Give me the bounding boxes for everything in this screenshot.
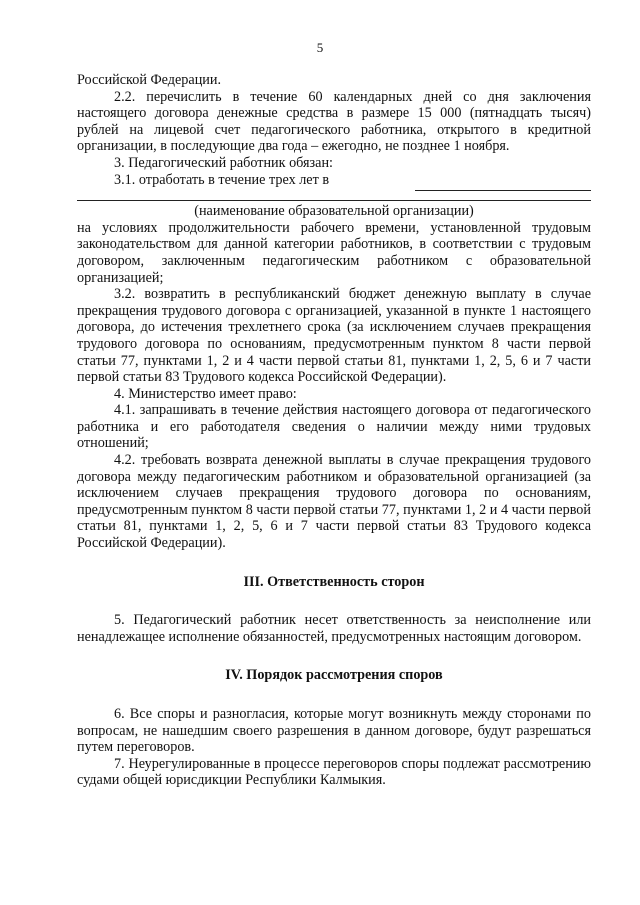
section-heading-disputes: IV. Порядок рассмотрения споров [225,667,443,684]
paragraph-continuation: на условиях продолжительности рабочего времени, установленной трудовым законодательством для данной категории работников, в соответствии с трудовым договором, заключенным педагогическим работником с образовательной организацией; [77,219,591,286]
paragraph-3-2: 3.2. возвратить в республиканский бюджет денежную выплату в случае прекращения трудового договора с организацией, указанной в пункте 1 настоящего договора, до истечения трехлетнего срока (за исключением случаев прекращения трудового договора по основаниям, предусмотренным пунктом 8 части первой статьи 77, пунктами 1, 2 и 4 части первой статьи 81, пунктами 1, 2, 5, 6 и 7 части первой статьи 83 Трудового кодекса Российской Федерации). [77,286,591,386]
paragraph-3: 3. Педагогический работник обязан: [114,154,333,171]
paragraph-4-1: 4.1. запрашивать в течение действия настоящего договора от педагогического работника и его работодателя сведения о наличии между ними трудовых отношений; [77,402,591,452]
blank-line [77,200,591,201]
paragraph-2-2: 2.2. перечислить в течение 60 календарных дней со дня заключения настоящего договора денежные средства в размере 15 000 (пятнадцать тысяч) рублей на лицевой счет педагогического работника, открытого в кредитной организации, в последующие два года – ежегодно, не позднее 1 ноября. [77,88,591,155]
paragraph-rf: Российской Федерации. [77,72,222,88]
paragraph-6: 6. Все споры и разногласия, которые могут возникнуть между сторонами по вопросам, не нашедшим своего разрешения в данном договоре, будут разрешаться путем переговоров. [77,706,591,756]
document-body [77,72,591,789]
organization-name-caption: (наименование образовательной организации) [194,203,474,220]
paragraph-4-2: 4.2. требовать возврата денежной выплаты в случае прекращения трудового договора между педагогическим работником и образовательной организацией (за исключением случаев прекращения трудового договора по основаниям, предусмотренным пунктом 8 части первой статьи 77, пунктами 1, 2 и 4 части первой статьи 81, пунктами 1, 2, 5, 6 и 7 части первой статьи 83 Трудового кодекса Российской Федерации). [77,452,591,552]
paragraph-3-1: 3.1. отработать в течение трех лет в [114,171,330,188]
paragraph-7: 7. Неурегулированные в процессе переговоров споры подлежат рассмотрению судами общей юрисдикции Республики Калмыкия. [77,755,591,789]
paragraph-5: 5. Педагогический работник несет ответственность за неисполнение или ненадлежащее исполнение обязанностей, предусмотренных настоящим договором. [77,612,591,645]
section-heading-responsibility: III. Ответственность сторон [243,573,425,590]
paragraph-4: 4. Министерство имеет право: [114,385,297,402]
page-number: 5 [316,40,324,55]
